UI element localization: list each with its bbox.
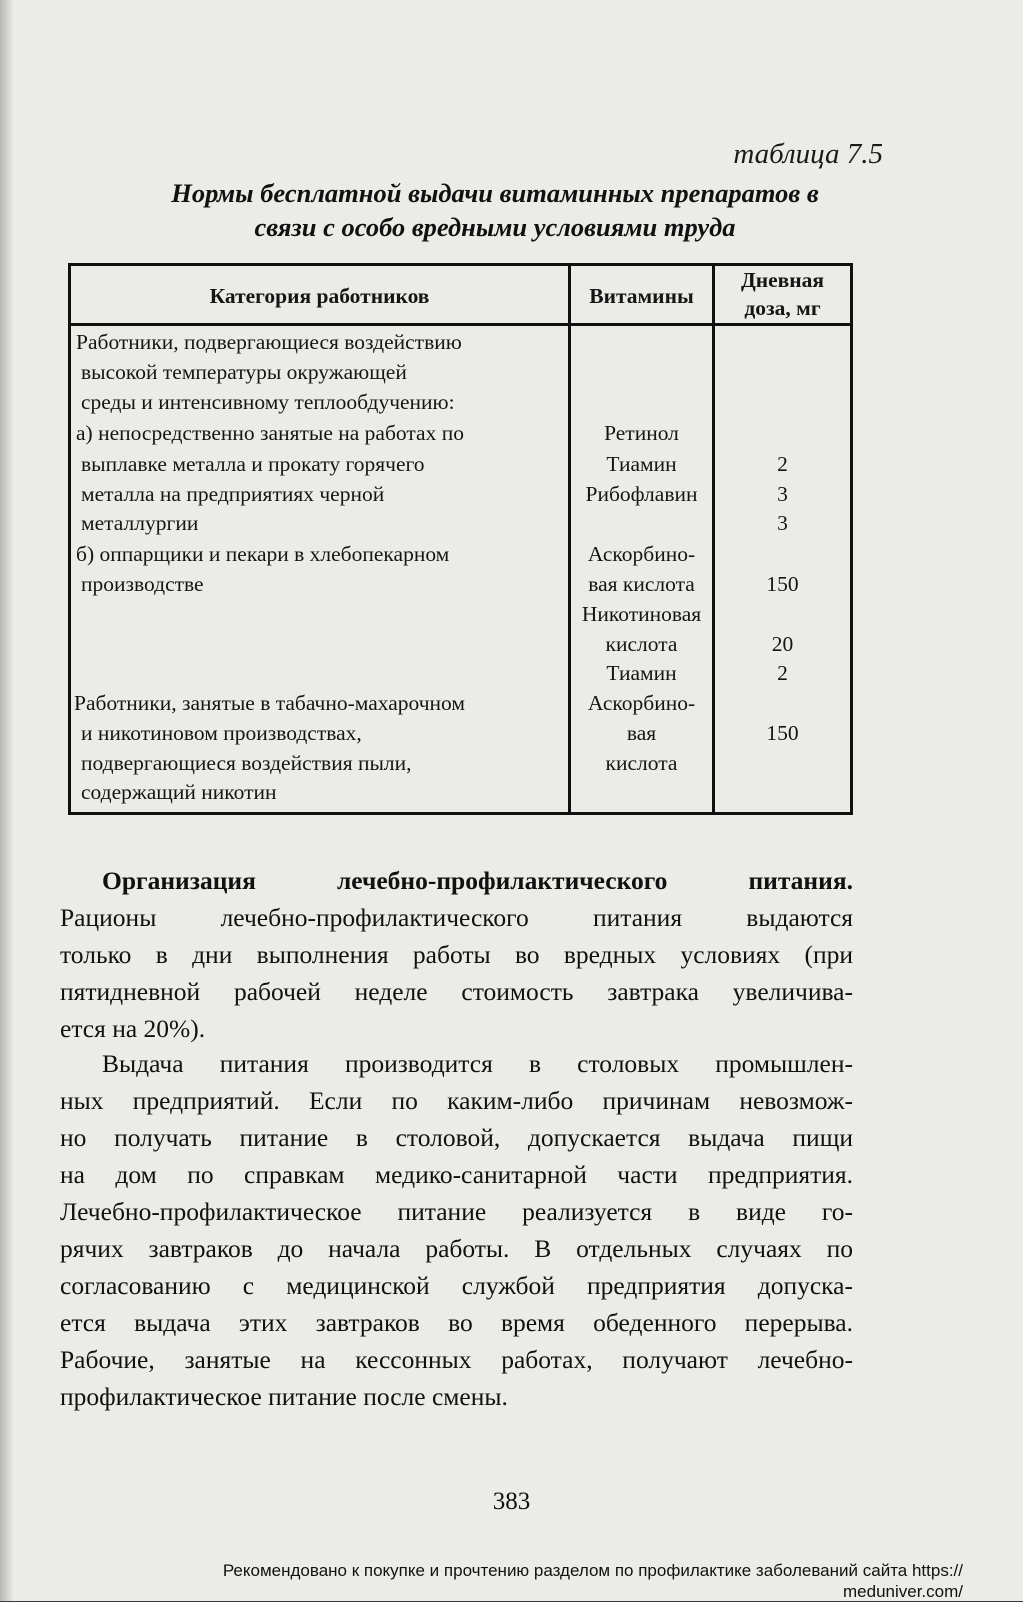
table-title: [70, 176, 920, 244]
paragraph-line: ется выдача этих завтраков во время обеденного перерыва.: [60, 1308, 853, 1337]
category-line: производстве: [81, 572, 204, 596]
vitamin-line: вая кислота: [588, 572, 695, 596]
table-header-divider: [71, 323, 850, 326]
dose-value: 3: [777, 482, 788, 506]
vitamin-line: Тиамин: [606, 452, 677, 476]
category-line: подвергающиеся воздействия пыли,: [81, 751, 412, 775]
category-line: высокой температуры окружающей: [81, 360, 407, 384]
header-category: Категория работников: [209, 284, 430, 308]
dose-value: 150: [766, 572, 799, 596]
paragraph-lead-heading: Организация лечебно-профилактического питания.: [102, 866, 853, 895]
category-line: Работники, занятые в табачно-махарочном: [74, 691, 465, 715]
table-title-line: связи с особо вредными условиями труда: [254, 212, 736, 242]
vitamin-line: кислота: [605, 632, 678, 656]
vitamin-line: Рибофлавин: [585, 482, 698, 506]
paragraph-line: профилактическое питание после смены.: [60, 1382, 508, 1411]
category-line: а) непосредственно занятые на работах по: [76, 421, 464, 445]
vitamin-norms-table: [68, 263, 853, 815]
site-footer: [43, 1560, 963, 1602]
paragraph-line: ется на 20%).: [60, 1014, 206, 1043]
paragraph-line: ных предприятий. Если по каким-либо причинам невозмож-: [60, 1086, 853, 1115]
table-caption: таблица 7.5: [733, 138, 883, 170]
paragraph-line: только в дни выполнения работы во вредных условиях (при: [60, 940, 853, 969]
paragraph-line: пятидневной рабочей неделе стоимость завтрака увеличива-: [60, 977, 853, 1006]
category-line: и никотиновом производствах,: [81, 721, 362, 745]
vitamin-line: кислота: [605, 751, 678, 775]
paragraph-line: согласованию с медицинской службой предприятия допуска-: [60, 1271, 853, 1300]
category-line: среды и интенсивному теплообдучению:: [81, 390, 455, 414]
category-line: металлургии: [81, 511, 199, 535]
category-line: Работники, подвергающиеся воздействию: [76, 330, 462, 354]
paragraph-line: рячих завтраков до начала работы. В отдельных случаях по: [60, 1234, 853, 1263]
vitamin-line: Аскорбино-: [587, 542, 696, 566]
dose-value: 2: [777, 452, 788, 476]
header-vitamins: Витамины: [589, 284, 694, 308]
vitamin-line: вая: [626, 721, 657, 745]
header-dose-line: Дневная: [740, 268, 825, 292]
header-dose-line: доза, мг: [744, 296, 821, 320]
paragraph-line: Лечебно-профилактическое питание реализуется в виде го-: [60, 1197, 853, 1226]
category-line: выплавке металла и прокату горячего: [81, 452, 425, 476]
paragraph-line: Рабочие, занятые на кессонных работах, получают лечебно-: [60, 1345, 853, 1374]
dose-value: 20: [771, 632, 794, 656]
dose-value: 150: [766, 721, 799, 745]
page-number: 383: [492, 1488, 531, 1515]
paragraph-line: на дом по справкам медико-санитарной части предприятия.: [60, 1160, 853, 1189]
vitamin-line: Ретинол: [604, 421, 679, 445]
paragraph-line: но получать питание в столовой, допускается выдача пищи: [60, 1123, 853, 1152]
vitamin-line: Тиамин: [606, 661, 677, 685]
category-line: б) оппарщики и пекари в хлебопекарном: [76, 542, 450, 566]
paragraph-nutrition-organization: [60, 862, 853, 1047]
vitamin-line: Никотиновая: [581, 602, 702, 626]
paragraph-meal-distribution: [60, 1045, 853, 1415]
paragraph-line: Рационы лечебно-профилактического питания выдаются: [60, 903, 853, 932]
paragraph-line: Выдача питания производится в столовых промышлен-: [102, 1049, 853, 1078]
dose-value: 2: [777, 661, 788, 685]
header-dose: [715, 266, 850, 322]
page-edge-shadow: [0, 0, 14, 1601]
table-title-line: Нормы бесплатной выдачи витаминных препаратов в: [171, 178, 819, 208]
category-line: металла на предприятиях черной: [81, 482, 385, 506]
category-line: содержащий никотин: [81, 780, 277, 804]
dose-value: 3: [777, 511, 788, 535]
footer-link[interactable]: meduniver.com/: [843, 1582, 963, 1601]
vitamin-line: Аскорбино-: [587, 691, 696, 715]
footer-line: Рекомендовано к покупке и прочтению разделом по профилактике заболеваний сайта https://: [222, 1561, 963, 1580]
